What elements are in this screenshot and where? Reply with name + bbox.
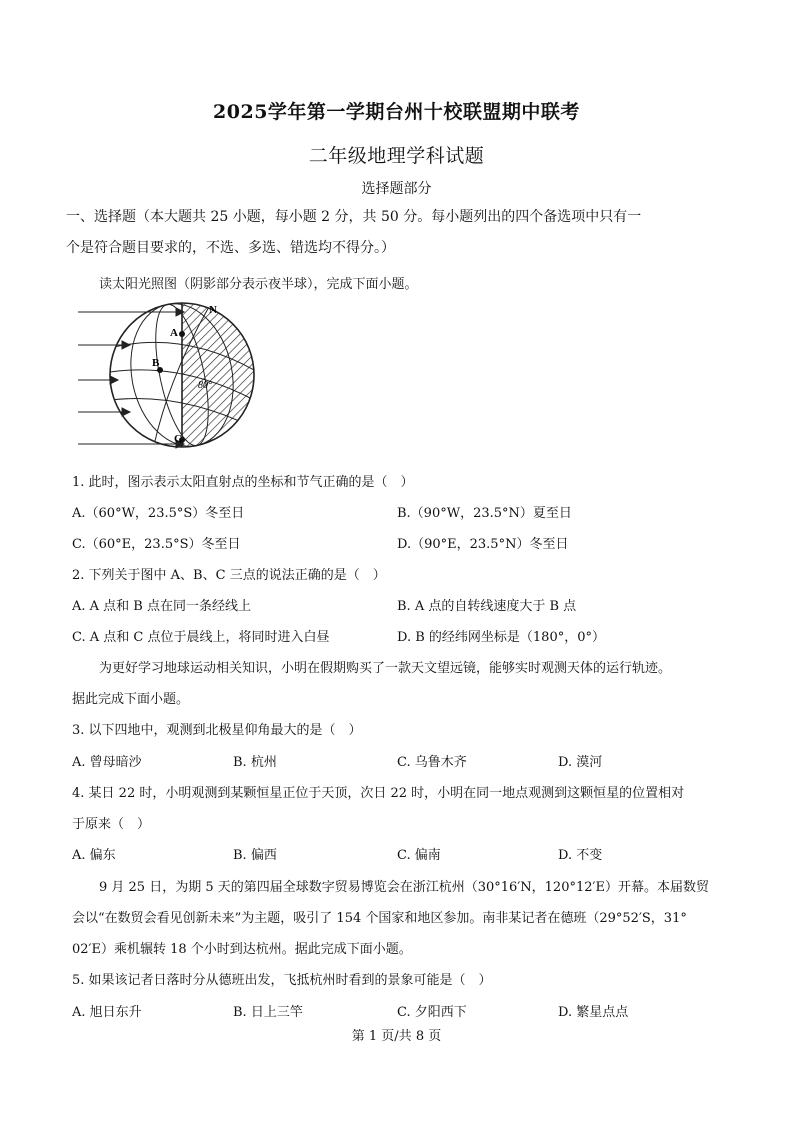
angle-label: 80° [198, 380, 212, 391]
question-5-option-b: B. 日上三竿 [233, 1005, 303, 1020]
question-5-option-d: D. 繁星点点 [558, 1005, 629, 1020]
question-2-option-d: D. B 的经纬网坐标是（180°，0°） [397, 630, 605, 645]
page-number: 第 1 页/共 8 页 [351, 1029, 442, 1044]
question-1-stem: 1. 此时，图示表示太阳直射点的坐标和节气正确的是（ ） [72, 475, 414, 490]
intro-text-2-line-2: 据此完成下面小题。 [72, 692, 190, 707]
question-1-option-c: C.（60°E，23.5°S）冬至日 [72, 537, 241, 552]
label-a: A [170, 327, 178, 339]
question-2-stem: 2. 下列关于图中 A、B、C 三点的说法正确的是（ ） [72, 568, 386, 583]
question-4-option-d: D. 不变 [558, 848, 603, 863]
question-4-option-c: C. 偏南 [397, 848, 441, 863]
question-2-option-c: C. A 点和 C 点位于晨线上，将同时进入白昼 [72, 630, 330, 645]
question-1-option-d: D.（90°E，23.5°N）冬至日 [397, 537, 569, 552]
question-2-option-b: B. A 点的自转线速度大于 B 点 [397, 599, 577, 614]
label-b: B [152, 357, 160, 369]
question-4-stem-line-1: 4. 某日 22 时，小明观测到某颗恒星正位于天顶，次日 22 时，小明在同一地点观测到这颗恒星的位置相对 [72, 786, 685, 801]
question-4-option-a: A. 偏东 [72, 848, 116, 863]
question-5-stem: 5. 如果该记者日落时分从德班出发，飞抵杭州时看到的景象可能是（ ） [72, 973, 492, 988]
sunlight-illumination-diagram [70, 300, 260, 452]
intro-text-1: 读太阳光照图（阴影部分表示夜半球），完成下面小题。 [99, 277, 418, 292]
sun-rays [78, 308, 184, 448]
intro-text-3-line-1: 9 月 25 日，为期 5 天的第四届全球数字贸易博览会在浙江杭州（30°16′N，120°12′E）开幕。本届数贸 [99, 880, 709, 895]
exam-subtitle: 二年级地理学科试题 [308, 145, 485, 167]
question-3-option-a: A. 曾母暗沙 [72, 755, 142, 770]
point-a [179, 331, 185, 337]
exam-title: 2025学年第一学期台州十校联盟期中联考 [213, 101, 580, 123]
label-n: N [209, 304, 217, 316]
question-1-option-b: B.（90°W，23.5°N）夏至日 [397, 506, 572, 521]
question-1-option-a: A.（60°W，23.5°S）冬至日 [72, 506, 245, 521]
question-4-option-b: B. 偏西 [233, 848, 277, 863]
instructions-line-1: 一、选择题（本大题共 25 小题，每小题 2 分，共 50 分。每小题列出的四个备选项中只有一 [66, 209, 642, 225]
question-3-option-d: D. 漠河 [558, 755, 603, 770]
intro-text-3-line-3: 02′E）乘机辗转 18 个小时到达杭州。据此完成下面小题。 [72, 942, 412, 957]
intro-text-3-line-2: 会以“在数贸会看见创新未来”为主题，吸引了 154 个国家和地区参加。南非某记者在德班（29°52′S，31° [72, 911, 687, 926]
instructions-line-2: 个是符合题目要求的，不选、多选、错选均不得分。） [66, 240, 395, 256]
section-title: 选择题部分 [361, 181, 432, 197]
question-3-option-b: B. 杭州 [233, 755, 277, 770]
question-3-option-c: C. 乌鲁木齐 [397, 755, 467, 770]
label-c: C [174, 433, 182, 445]
question-4-stem-line-2: 于原来（ ） [72, 817, 151, 832]
question-5-option-a: A. 旭日东升 [72, 1005, 142, 1020]
question-3-stem: 3. 以下四地中，观测到北极星仰角最大的是（ ） [72, 723, 362, 738]
question-5-option-c: C. 夕阳西下 [397, 1005, 467, 1020]
intro-text-2-line-1: 为更好学习地球运动相关知识，小明在假期购买了一款天文望远镜，能够实时观测天体的运行轨迹。 [99, 661, 672, 676]
question-2-option-a: A. A 点和 B 点在同一条经线上 [72, 599, 251, 614]
